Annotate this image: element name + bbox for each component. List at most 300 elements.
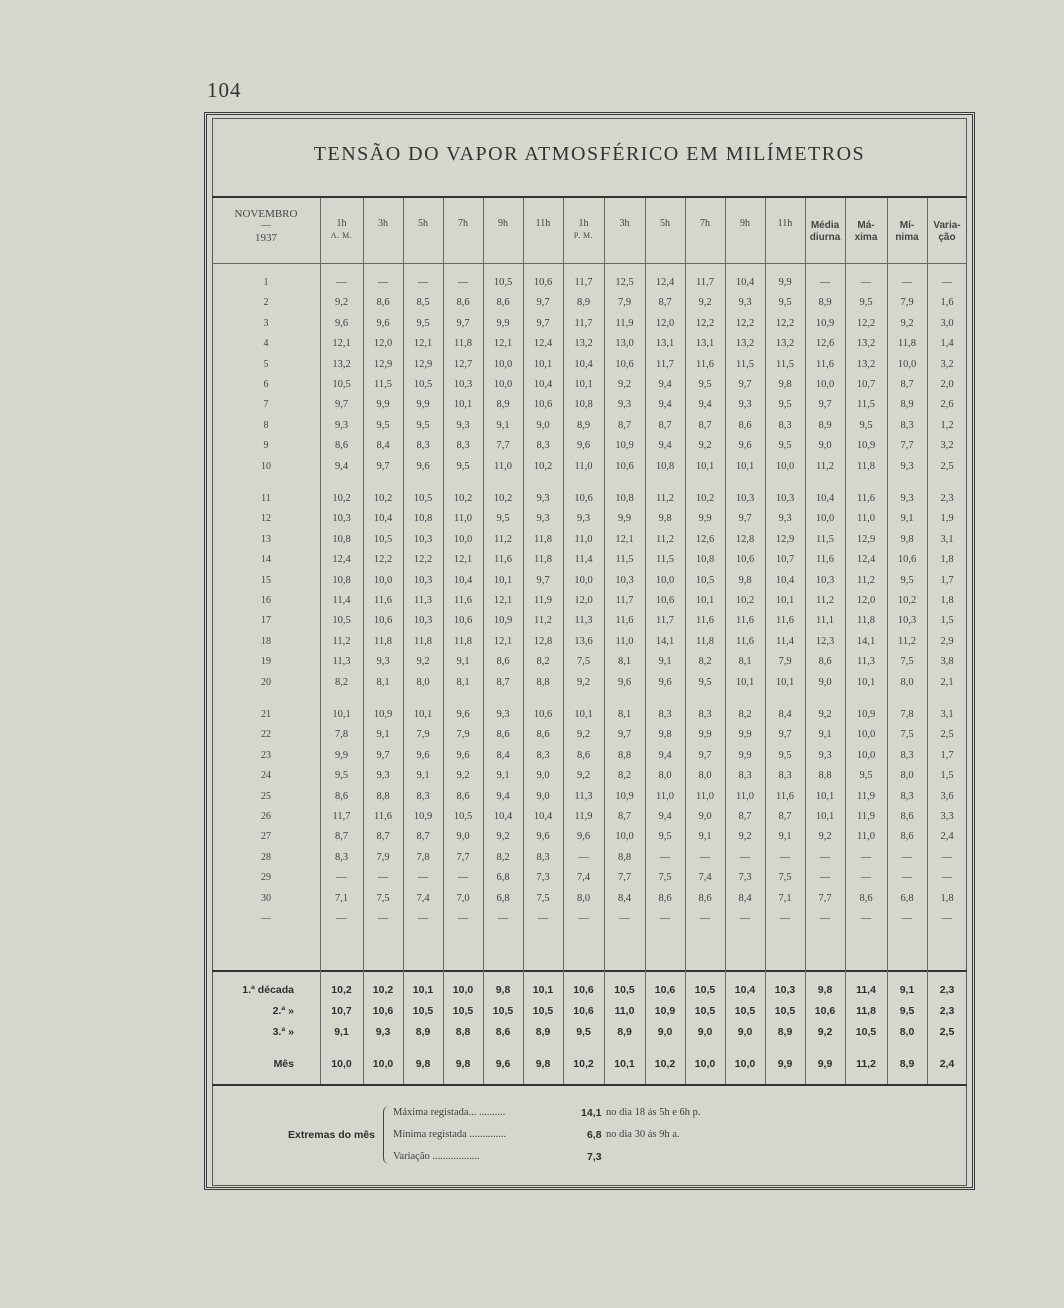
table-cell: 11,3 [857, 656, 875, 668]
table-cell: 9,2 [818, 709, 832, 720]
table-cell: 10,4 [574, 358, 593, 370]
table-cell: 7,4 [576, 872, 591, 884]
header-hour-label: 9h [740, 218, 750, 229]
table-cell: 8,9 [576, 419, 591, 431]
table-cell: 9,3 [536, 493, 550, 504]
table-cell: 10,1 [815, 790, 835, 802]
table-cell: 1,8 [940, 554, 954, 566]
table-cell: 9,3 [376, 656, 390, 668]
extremes-label: Extremas do mês [288, 1129, 375, 1141]
table-cell: 7,7 [617, 872, 632, 884]
table-cell: 8,7 [778, 811, 792, 822]
table-cell: — [860, 277, 872, 288]
table-cell: 11,7 [332, 811, 351, 822]
table-cell: 12,2 [735, 317, 755, 329]
table-cell: 11,5 [776, 358, 794, 370]
day-label: 3 [263, 317, 269, 329]
table-cell: 8,6 [818, 656, 832, 668]
table-cell: 1,9 [940, 513, 954, 525]
table-cell: 11,6 [736, 635, 754, 647]
table-cell: 12,9 [413, 358, 433, 370]
header-hour-4 [443, 218, 483, 230]
summary-cell: 10,5 [694, 984, 716, 996]
table-cell: 11,3 [414, 595, 432, 606]
header-hour-5 [483, 218, 523, 230]
table-cell: 10,3 [413, 533, 433, 545]
extreme-min-detail: no dia 30 ás 9h a. [606, 1129, 680, 1140]
table-cell: 9,1 [496, 770, 510, 782]
table-cell: 7,4 [416, 892, 430, 904]
table-cell: 9,5 [778, 399, 792, 411]
table-cell: 10,1 [695, 460, 715, 472]
table-cell: 7,9 [376, 851, 390, 863]
table-cell: 3,1 [940, 709, 954, 720]
day-label: 14 [261, 554, 271, 566]
table-cell: 7,9 [900, 297, 914, 309]
summary-cell: 8,0 [899, 1026, 915, 1038]
table-cell: 2,3 [940, 493, 954, 504]
table-cell: 12,1 [453, 554, 473, 566]
table-cell: 13,2 [332, 358, 351, 370]
summary-cell: 10,1 [614, 1058, 635, 1070]
day-label: 12 [261, 513, 271, 525]
table-cell: 7,5 [536, 892, 550, 904]
table-cell: — [901, 277, 913, 288]
table-cell: 10,0 [615, 831, 634, 843]
summary-cell: 9,5 [576, 1026, 591, 1038]
table-cell: 8,6 [658, 892, 672, 904]
day-label: 16 [261, 595, 271, 606]
summary-cell: 2,4 [939, 1058, 955, 1070]
table-cell: 10,4 [815, 493, 835, 504]
header-hour-label: 1h [336, 218, 347, 229]
table-cell: 10,6 [533, 277, 553, 288]
summary-cell: 10,0 [452, 984, 474, 996]
table-cell: 10,0 [493, 358, 513, 370]
table-cell: 11,8 [414, 635, 432, 647]
table-cell: 11,7 [574, 277, 593, 288]
summary-cell: 9,0 [697, 1026, 713, 1038]
table-cell: 8,0 [416, 676, 430, 688]
table-cell: 9,3 [738, 297, 752, 309]
table-cell: 9,7 [536, 574, 550, 586]
table-cell: 8,0 [900, 676, 914, 688]
table-cell: 10,0 [493, 379, 513, 390]
table-cell: 8,7 [376, 831, 390, 843]
header-hour-label: 11h [535, 218, 551, 229]
table-cell: 12,9 [775, 533, 795, 545]
table-cell: 8,3 [536, 440, 550, 452]
summary-cell: 10,5 [412, 1005, 434, 1017]
table-cell: 8,9 [818, 419, 832, 431]
table-cell: 9,6 [376, 317, 390, 329]
table-cell: — [336, 277, 347, 288]
table-cell: 8,0 [900, 770, 914, 782]
table-cell: 7,5 [900, 656, 914, 668]
header-hour-label: 5h [660, 218, 670, 229]
table-cell: 8,9 [496, 399, 510, 411]
header-stat-line: Má- [857, 220, 875, 231]
header-stat-line: xima [854, 232, 878, 243]
header-hour-8 [604, 218, 645, 230]
summary-cell: 8,6 [495, 1026, 511, 1038]
table-cell: 12,0 [574, 595, 593, 606]
table-cell: 9,5 [416, 419, 430, 431]
table-cell: 9,7 [738, 513, 752, 525]
table-cell: 10,9 [815, 317, 835, 329]
table-cell: — [457, 913, 469, 924]
table-cell: 10,9 [856, 709, 876, 720]
table-cell: 12,0 [655, 317, 675, 329]
table-cell: 9,6 [456, 749, 470, 761]
table-cell: 9,1 [658, 656, 672, 668]
header-stat-line: ção [938, 232, 956, 243]
summary-cell: 8,9 [899, 1058, 915, 1070]
table-cell: 8,3 [658, 709, 672, 720]
header-hour-7 [563, 218, 604, 242]
table-cell: — [819, 851, 831, 863]
table-cell: 11,0 [454, 513, 472, 525]
table-cell: 8,4 [496, 749, 510, 761]
table-cell: 9,1 [818, 729, 832, 741]
day-label: 18 [261, 635, 271, 647]
day-label: 27 [261, 831, 271, 843]
table-cell: 10,1 [574, 379, 593, 390]
table-cell: 8,6 [334, 790, 349, 802]
table-cell: 9,0 [536, 790, 550, 802]
table-cell: 10,8 [332, 574, 351, 586]
table-cell: 9,5 [334, 770, 349, 782]
table-cell: 12,1 [493, 635, 513, 647]
day-label: 29 [261, 872, 271, 884]
summary-label: 2.ª » [272, 1005, 294, 1017]
summary-cell: 10,1 [532, 984, 554, 996]
day-label: 15 [261, 574, 271, 586]
header-stat-line: diurna [809, 232, 841, 243]
day-label: 25 [261, 790, 271, 802]
summary-cell: 9,0 [657, 1026, 673, 1038]
table-cell: 11,6 [454, 595, 472, 606]
table-cell: 9,6 [576, 440, 591, 452]
table-cell: 8,6 [536, 729, 550, 741]
table-cell: 9,6 [456, 709, 470, 720]
table-cell: 11,0 [615, 635, 634, 647]
table-cell: 1,2 [940, 419, 954, 431]
table-cell: 8,3 [698, 709, 712, 720]
header-hour-11 [725, 218, 765, 230]
table-cell: 9,2 [576, 729, 591, 741]
day-label: 30 [261, 892, 271, 904]
table-cell: 12,1 [413, 338, 433, 350]
summary-cell: 9,8 [495, 984, 511, 996]
day-label: 2 [263, 297, 269, 309]
table-cell: 13,2 [775, 338, 795, 350]
table-cell: 9,7 [456, 317, 470, 329]
table-cell: 1,6 [940, 297, 954, 309]
table-cell: 10,1 [574, 709, 593, 720]
summary-label: 1.ª década [242, 984, 294, 996]
table-cell: 7,3 [536, 872, 550, 884]
table-cell: 7,5 [658, 872, 672, 884]
table-cell: 8,8 [536, 676, 550, 688]
table-cell: 14,1 [856, 635, 876, 647]
table-cell: 8,8 [617, 851, 632, 863]
table-cell: 9,4 [658, 749, 672, 761]
table-cell: 9,3 [738, 399, 752, 411]
table-cell: 9,3 [576, 513, 591, 525]
rule-under-header [212, 263, 967, 264]
header-stat-4 [927, 220, 967, 244]
table-cell: 2,1 [940, 676, 954, 688]
table-cell: 7,9 [778, 656, 792, 668]
table-cell: — [659, 913, 671, 924]
table-cell: 11,2 [332, 635, 351, 647]
table-cell: 11,8 [857, 615, 875, 627]
table-cell: 13,2 [574, 338, 593, 350]
table-cell: 12,4 [655, 277, 675, 288]
table-cell: 9,9 [334, 749, 349, 761]
summary-cell: 10,6 [573, 1005, 594, 1017]
table-cell: 10,1 [856, 676, 876, 688]
table-cell: 9,3 [456, 419, 470, 431]
table-cell: 10,5 [413, 379, 433, 390]
table-cell: 12,5 [615, 277, 634, 288]
table-cell: 8,4 [617, 892, 632, 904]
header-hour-label: 11h [777, 218, 793, 229]
table-cell: 10,7 [856, 379, 876, 390]
header-hour-12 [765, 218, 805, 230]
table-cell: 7,1 [778, 892, 792, 904]
table-cell: — [739, 851, 751, 863]
table-cell: 11,6 [615, 615, 634, 627]
table-cell: — [417, 913, 429, 924]
table-cell: 10,0 [897, 358, 917, 370]
extreme-max-name: Máxima registada... .......... [393, 1107, 506, 1118]
table-cell: 9,2 [698, 440, 712, 452]
table-cell: 3,0 [940, 317, 954, 329]
summary-cell: 10,5 [855, 1026, 877, 1038]
table-cell: 9,8 [778, 379, 792, 390]
table-cell: 9,5 [698, 676, 712, 688]
extreme-range-value: 7,3 [587, 1151, 602, 1163]
table-cell: 12,9 [856, 533, 876, 545]
table-cell: 10,6 [533, 399, 553, 411]
rule-above-summary [212, 970, 967, 972]
table-cell: 9,0 [698, 811, 712, 822]
table-cell: 8,1 [617, 656, 632, 668]
table-cell: 11,0 [574, 533, 593, 545]
table-cell: 12,1 [332, 338, 351, 350]
table-cell: 9,2 [900, 317, 914, 329]
table-cell: 9,6 [617, 676, 632, 688]
table-cell: 2,6 [940, 399, 954, 411]
table-cell: 2,5 [940, 460, 954, 472]
table-cell: — [901, 851, 913, 863]
table-cell: 10,6 [453, 615, 473, 627]
table-cell: 1,4 [940, 338, 954, 350]
table-cell: 10,3 [332, 513, 351, 525]
table-cell: 11,8 [454, 635, 472, 647]
table-cell: 11,6 [816, 358, 834, 370]
day-label: — [261, 913, 271, 924]
summary-cell: 10,7 [331, 1005, 352, 1017]
table-cell: 11,9 [857, 811, 875, 822]
table-cell: 12,2 [413, 554, 433, 566]
table-cell: 11,2 [534, 615, 552, 627]
table-cell: 11,0 [857, 831, 875, 843]
table-cell: 9,5 [778, 440, 792, 452]
summary-cell: 10,5 [532, 1005, 554, 1017]
summary-cell: 9,6 [495, 1058, 511, 1070]
table-cell: 8,7 [496, 676, 510, 688]
table-cell: 2,4 [940, 831, 954, 843]
table-cell: 9,9 [617, 513, 632, 525]
table-cell: 10,3 [413, 615, 433, 627]
table-cell: — [860, 851, 872, 863]
table-cell: 11,2 [656, 493, 674, 504]
table-cell: 10,1 [413, 709, 433, 720]
table-cell: 10,8 [574, 399, 593, 411]
table-cell: 9,4 [698, 399, 712, 411]
summary-cell: 2,3 [939, 1005, 955, 1017]
table-cell: 10,2 [533, 460, 553, 472]
table-cell: 10,9 [373, 709, 393, 720]
table-cell: 8,0 [576, 892, 591, 904]
day-label: 13 [261, 533, 271, 545]
table-cell: 10,4 [735, 277, 755, 288]
summary-cell: 2,5 [939, 1026, 955, 1038]
table-cell: 9,8 [658, 513, 672, 525]
header-hour-label: 3h [378, 218, 388, 229]
header-corner [214, 208, 318, 244]
summary-cell: 10,5 [694, 1005, 716, 1017]
table-cell: 8,3 [334, 851, 349, 863]
day-label: 22 [261, 729, 271, 741]
table-cell: 9,5 [778, 749, 792, 761]
table-cell: — [417, 277, 429, 288]
table-cell: 2,9 [940, 635, 954, 647]
day-label: 28 [261, 851, 271, 863]
table-cell: 9,5 [456, 460, 470, 472]
table-cell: — [377, 913, 389, 924]
table-cell: 3,3 [940, 811, 954, 822]
table-cell: 8,4 [376, 440, 390, 452]
day-label: 17 [261, 615, 271, 627]
table-cell: — [739, 913, 751, 924]
summary-cell: 9,9 [817, 1058, 833, 1070]
table-cell: 11,5 [374, 379, 392, 390]
table-cell: 8,7 [738, 811, 752, 822]
summary-cell: 9,8 [415, 1058, 431, 1070]
table-cell: 9,5 [376, 419, 390, 431]
summary-cell: 10,5 [774, 1005, 796, 1017]
table-cell: 9,2 [738, 831, 752, 843]
table-cell: — [699, 851, 711, 863]
table-cell: 7,8 [900, 709, 914, 720]
table-cell: 8,7 [900, 379, 914, 390]
table-cell: 13,1 [695, 338, 715, 350]
summary-cell: 11,0 [614, 1005, 635, 1017]
table-cell: 11,6 [374, 811, 392, 822]
table-cell: 9,3 [900, 493, 914, 504]
table-cell: 9,5 [778, 297, 792, 309]
table-cell: 9,5 [859, 419, 873, 431]
table-cell: 3,1 [940, 533, 954, 545]
table-cell: 9,8 [900, 533, 914, 545]
table-cell: 8,1 [456, 676, 470, 688]
table-cell: 1,7 [940, 574, 954, 586]
table-cell: 10,3 [735, 493, 755, 504]
table-cell: 12,0 [856, 595, 876, 606]
table-cell: 8,3 [416, 790, 430, 802]
table-cell: — [941, 851, 953, 863]
table-cell: — [497, 913, 509, 924]
table-cell: 9,0 [818, 440, 832, 452]
table-cell: 12,7 [453, 358, 473, 370]
table-cell: 9,1 [496, 419, 510, 431]
table-cell: 10,3 [897, 615, 917, 627]
header-hour-label: 7h [700, 218, 710, 229]
table-cell: 9,1 [900, 513, 914, 525]
summary-cell: 10,0 [372, 1058, 394, 1070]
header-hour-label: 3h [619, 218, 630, 229]
table-cell: 8,7 [658, 297, 672, 309]
table-cell: — [819, 277, 831, 288]
table-cell: 8,6 [859, 892, 873, 904]
summary-cell: 2,3 [939, 984, 955, 996]
table-cell: 10,0 [574, 574, 593, 586]
table-cell: 9,1 [376, 729, 390, 741]
table-cell: 8,9 [576, 297, 591, 309]
extreme-max-detail: no dia 18 ás 5h e 6h p. [606, 1107, 701, 1118]
summary-cell: 10,5 [492, 1005, 514, 1017]
table-cell: 10,1 [775, 676, 795, 688]
table-cell: 11,9 [615, 317, 634, 329]
table-cell: 7,4 [698, 872, 712, 884]
table-cell: 8,7 [334, 831, 349, 843]
table-cell: 10,4 [373, 513, 393, 525]
table-cell: 11,0 [656, 790, 674, 802]
table-cell: 11,0 [574, 460, 593, 472]
table-cell: — [941, 913, 953, 924]
table-cell: 11,6 [816, 554, 834, 566]
table-cell: 8,3 [416, 440, 430, 452]
table-cell: 11,2 [816, 460, 834, 472]
table-cell: 11,4 [574, 554, 593, 566]
summary-cell: 9,9 [777, 1058, 793, 1070]
extreme-range-name: Variação .................. [393, 1151, 480, 1162]
day-label: 11 [261, 493, 271, 504]
table-cell: 9,9 [698, 729, 712, 741]
table-cell: 10,0 [655, 574, 675, 586]
table-cell: 8,3 [536, 851, 550, 863]
table-cell: 11,8 [534, 533, 552, 545]
table-cell: 8,6 [496, 656, 510, 668]
table-cell: 7,8 [416, 851, 430, 863]
table-cell: 9,6 [536, 831, 550, 843]
table-cell: 3,2 [940, 358, 954, 370]
table-cell: 9,3 [778, 513, 792, 525]
table-cell: 10,4 [775, 574, 795, 586]
table-cell: 8,8 [376, 790, 390, 802]
table-cell: 8,6 [496, 729, 510, 741]
table-cell: 11,5 [615, 554, 634, 566]
table-cell: 8,0 [698, 770, 712, 782]
summary-cell: 10,0 [694, 1058, 716, 1070]
table-cell: 8,7 [617, 811, 632, 822]
table-cell: 11,6 [696, 358, 714, 370]
table-cell: 9,1 [698, 831, 712, 843]
